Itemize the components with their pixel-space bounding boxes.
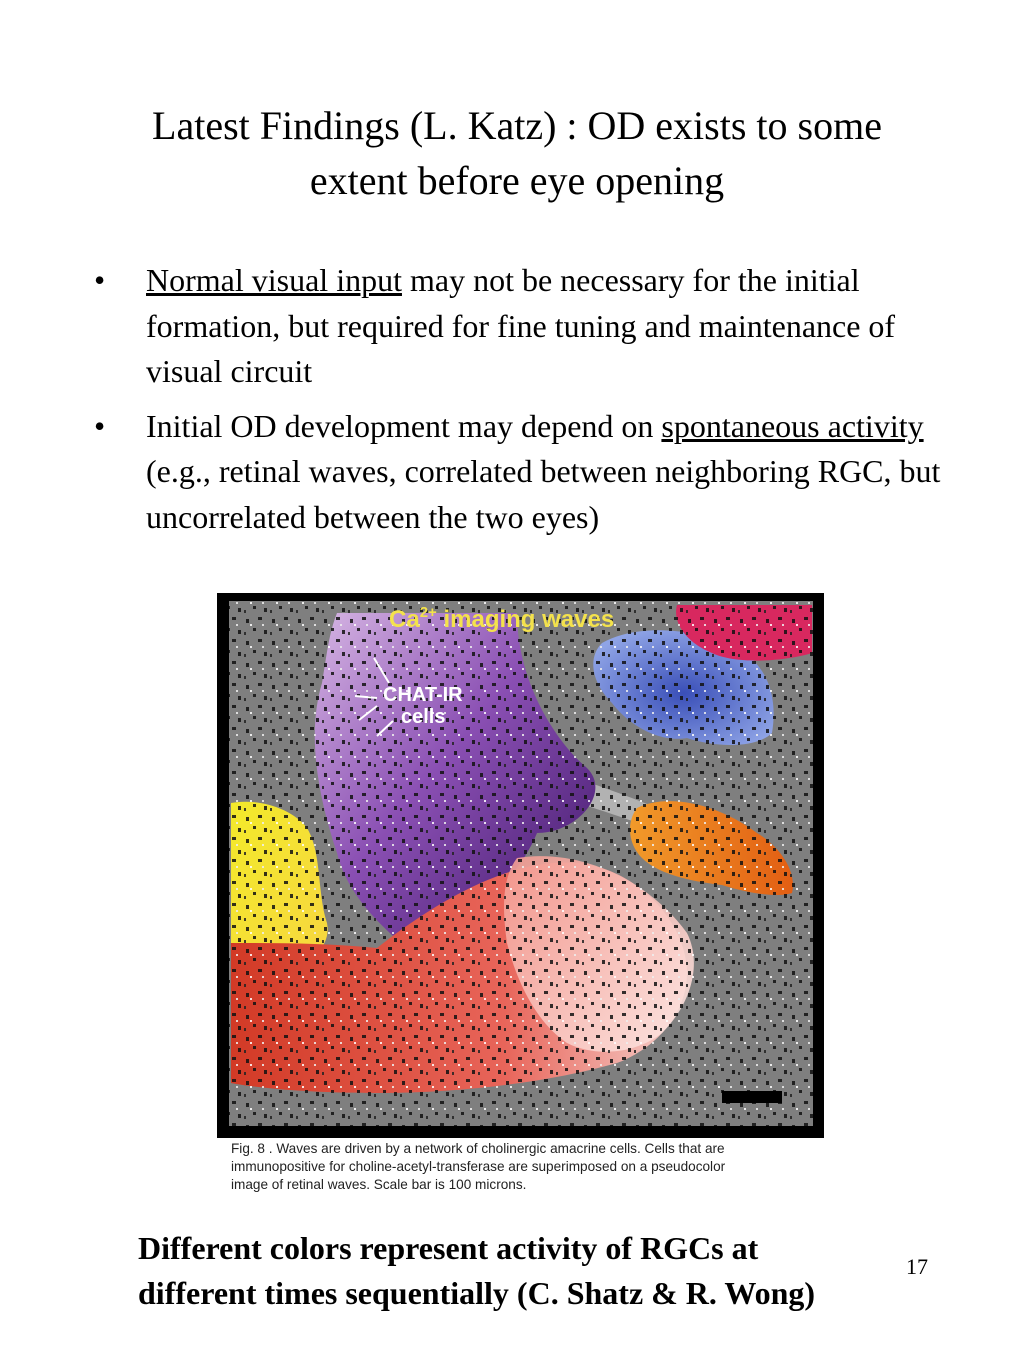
figure-label-imaging-waves: imaging waves bbox=[436, 606, 615, 633]
bullet-item-visual-input bbox=[94, 258, 944, 395]
retinal-waves-figure bbox=[217, 593, 824, 1213]
slide-title bbox=[60, 98, 974, 208]
cell-speckle-overlay bbox=[229, 601, 813, 1126]
bottom-note bbox=[138, 1226, 958, 1316]
slide-number: 17 bbox=[906, 1254, 928, 1279]
bullet-text: (e.g., retinal waves, correlated between neighboring RGC, but uncorrelated between the two eyes) bbox=[146, 453, 941, 535]
figure-label-cells: cells bbox=[401, 706, 446, 728]
slide-title-line-2: extent before eye opening bbox=[309, 158, 725, 203]
slide-title-line-1: Latest Findings (L. Katz) : OD exists to some bbox=[152, 103, 882, 148]
bullet-marker: • bbox=[94, 262, 106, 298]
retinal-waves-image bbox=[217, 593, 824, 1138]
underlined-term-spontaneous-activity: spontaneous activity bbox=[661, 407, 924, 444]
figure-caption-line-1: Fig. 8 . Waves are driven by a network of cholinergic amacrine cells. Cells that are bbox=[231, 1141, 725, 1156]
bottom-note-line-2: different times sequentially (C. Shatz & R. Wong) bbox=[138, 1275, 816, 1311]
figure-label-ca-superscript: 2+ bbox=[419, 604, 437, 621]
bullet-text: may not be necessary for the initial formation, but required for fine tuning and maintenance of visual circuit bbox=[146, 262, 896, 389]
bullet-list bbox=[94, 258, 944, 549]
figure-caption bbox=[231, 1140, 811, 1194]
bottom-note-line-1: Different colors represent activity of RGCs at bbox=[138, 1230, 759, 1266]
figure-caption-line-3: image of retinal waves. Scale bar is 100 microns. bbox=[231, 1177, 527, 1192]
bullet-marker: • bbox=[94, 407, 106, 444]
underlined-term-normal-visual-input: Normal visual input bbox=[146, 262, 402, 298]
bullet-text-lead: Initial OD development may depend on bbox=[146, 407, 662, 444]
figure-label-ca: Ca bbox=[389, 606, 420, 633]
figure-label-chat-ir: CHAT-IR bbox=[383, 684, 463, 706]
bullet-item-od-development bbox=[94, 404, 944, 541]
figure-caption-line-2: immunopositive for choline-acetyl-transferase are superimposed on a pseudocolor bbox=[231, 1159, 726, 1174]
scale-bar bbox=[722, 1091, 782, 1103]
